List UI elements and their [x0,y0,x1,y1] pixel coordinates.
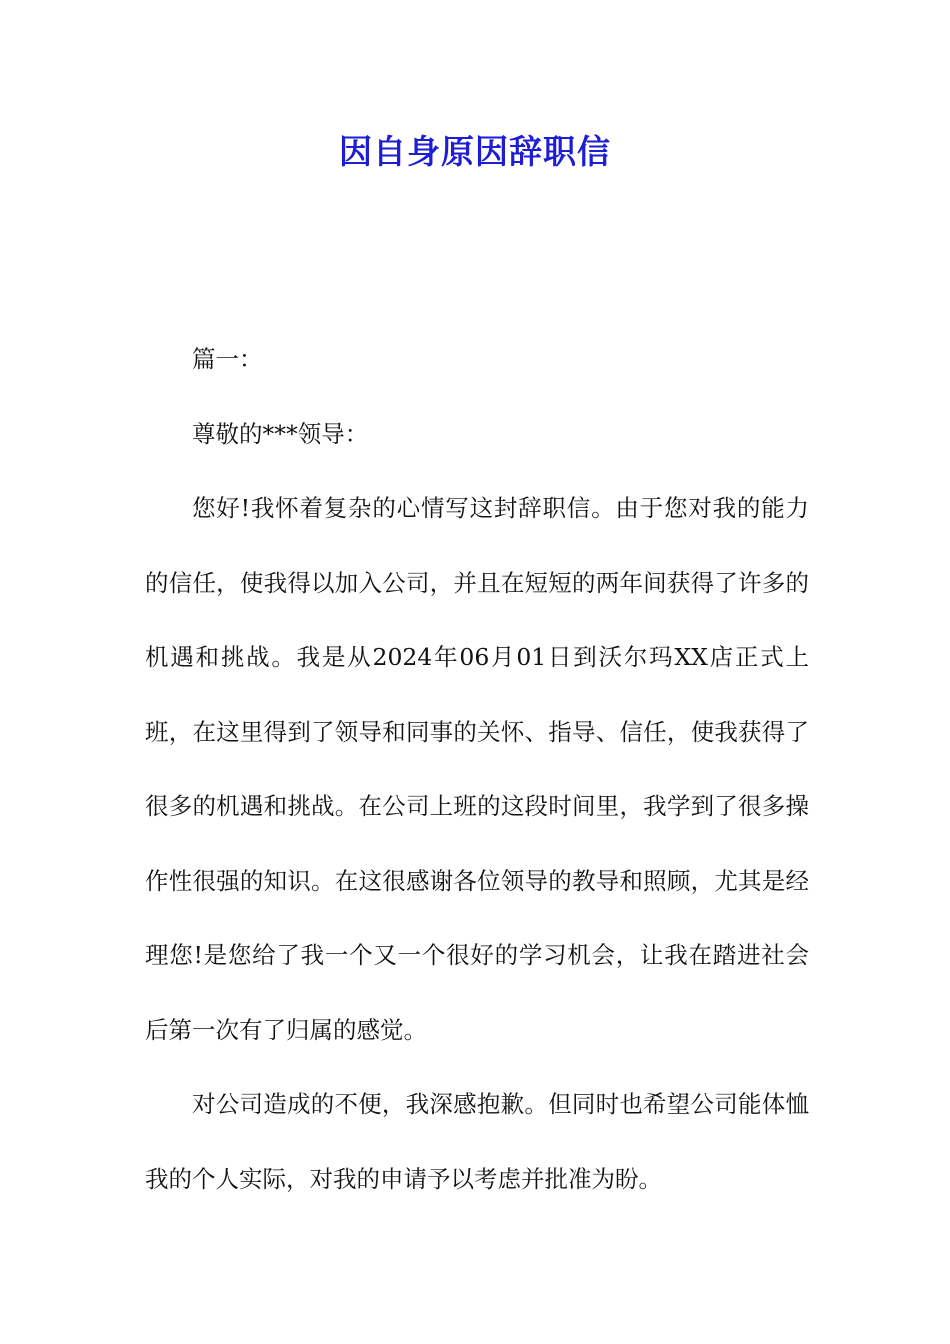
body-paragraph: 您好!我怀着复杂的心情写这封辞职信。由于您对我的能力的信任，使我得以加入公司，并且在短短的两年间获得了许多的机遇和挑战。我是从2024年06月01日到沃尔玛XX店正式上班，在这里得到了领导和同事的关怀、指导、信任，使我获得了很多的机遇和挑战。在公司上班的这段时间里，我学到了很多操作性很强的知识。在这很感谢各位领导的教导和照顾，尤其是经理您!是您给了我一个又一个很好的学习机会，让我在踏进社会后第一次有了归属的感觉。 [145,494,809,1044]
section-label: 篇一： [192,345,263,373]
body-paragraph: 对公司造成的不便，我深感抱歉。但同时也希望公司能体恤我的个人实际，对我的申请予以考虑并批准为盼。 [145,1090,809,1193]
document-title: 因自身原因辞职信 [339,132,611,171]
document-body [145,322,809,1216]
salutation: 尊敬的***领导： [192,419,369,448]
